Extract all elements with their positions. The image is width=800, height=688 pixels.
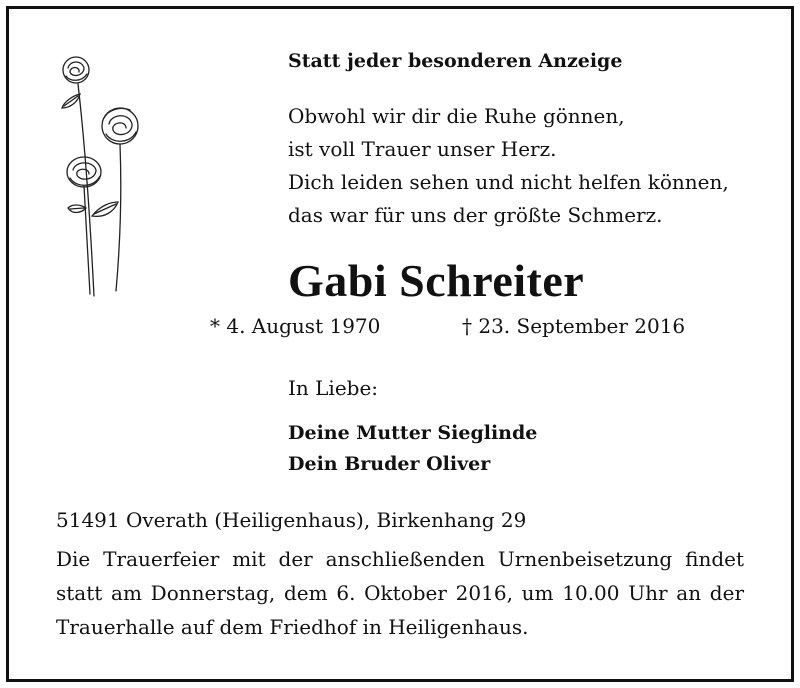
poem-line: das war für uns der größte Schmerz.: [288, 203, 663, 227]
signatory: Deine Mutter Sieglinde: [288, 422, 538, 444]
signatory: Dein Bruder Oliver: [288, 453, 491, 475]
poem-line: Dich leiden sehen und nicht helfen können,: [288, 170, 729, 194]
roses-icon: [50, 46, 160, 306]
funeral-info: Die Trauerfeier mit der anschließenden Urnenbeisetzung findet statt am Donnerstag, dem 6. Oktober 2016, um 10.00 Uhr an der Trauerhalle auf dem Friedhof in Heiligenhaus.: [56, 547, 744, 639]
birth-date: * 4. August 1970: [210, 314, 381, 338]
death-date: † 23. September 2016: [462, 314, 686, 338]
address: 51491 Overath (Heiligenhaus), Birkenhang 29: [56, 508, 527, 532]
notice-heading: Statt jeder besonderen Anzeige: [288, 50, 623, 72]
in-love-label: In Liebe:: [288, 376, 379, 400]
deceased-name: Gabi Schreiter: [288, 255, 585, 306]
poem-line: ist voll Trauer unser Herz.: [288, 137, 557, 161]
poem-line: Obwohl wir dir die Ruhe gönnen,: [288, 104, 625, 128]
poem: [288, 100, 729, 232]
signatories: [288, 418, 537, 480]
